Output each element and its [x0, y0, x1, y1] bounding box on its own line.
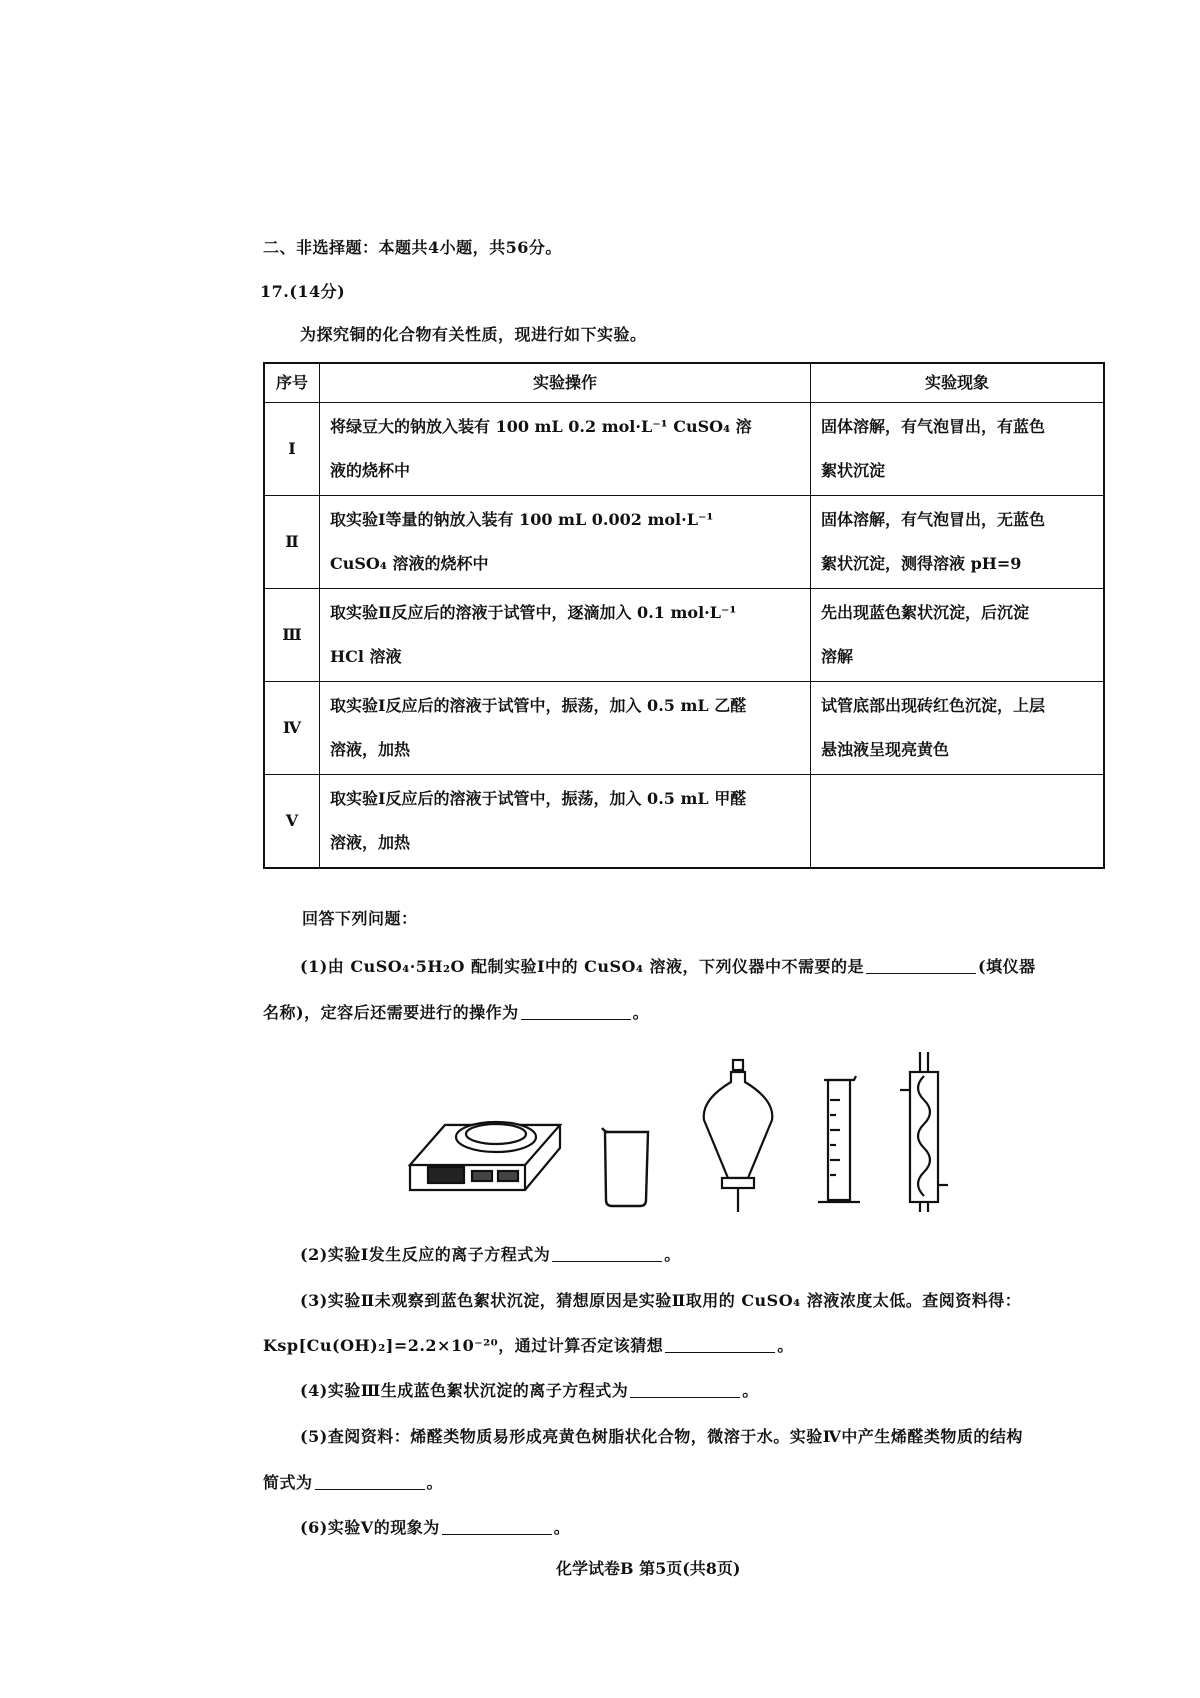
row-observation [811, 775, 1105, 869]
answer-blank[interactable] [866, 957, 976, 974]
subquestion-3b: Ksp[Cu(OH)₂]=2.2×10⁻²⁰，通过计算否定该猜想 。 [263, 1336, 794, 1355]
page-footer: 化学试卷B 第5页(共8页) [556, 1559, 741, 1578]
subquestion-4: (4)实验Ⅲ生成蓝色絮状沉淀的离子方程式为 。 [300, 1381, 759, 1400]
graduated-cylinder-icon [818, 1076, 860, 1202]
table-row [264, 682, 1104, 775]
beaker-icon [602, 1128, 648, 1206]
row-observation: 固体溶解，有气泡冒出，有蓝色 絮状沉淀 [811, 403, 1105, 496]
condenser-icon [900, 1052, 948, 1212]
subquestion-5a: (5)查阅资料：烯醛类物质易形成亮黄色树脂状化合物，微溶于水。实验Ⅳ中产生烯醛类物质的结构 [300, 1427, 1023, 1446]
table-header-row [264, 363, 1104, 403]
row-operation: 取实验Ⅰ等量的钠放入装有 100 mL 0.002 mol·L⁻¹ CuSO₄ 溶液的烧杯中 [320, 496, 811, 589]
row-seq: Ⅱ [264, 496, 320, 589]
answer-blank[interactable] [442, 1518, 552, 1535]
answer-blank[interactable] [630, 1381, 740, 1398]
subquestion-1b: 名称)，定容后还需要进行的操作为 。 [263, 1003, 650, 1022]
header-operation: 实验操作 [320, 363, 811, 403]
subquestion-1a: (1)由 CuSO₄·5H₂O 配制实验Ⅰ中的 CuSO₄ 溶液，下列仪器中不需要的是 (填仪器 [300, 957, 1036, 976]
row-seq: Ⅲ [264, 589, 320, 682]
instruments-figure [400, 1040, 1000, 1220]
section-heading: 二、非选择题：本题共4小题，共56分。 [263, 238, 562, 257]
balance-icon [410, 1122, 560, 1190]
row-seq: Ⅰ [264, 403, 320, 496]
separatory-funnel-icon [704, 1060, 773, 1212]
row-observation: 试管底部出现砖红色沉淀，上层 悬浊液呈现亮黄色 [811, 682, 1105, 775]
experiment-table [263, 362, 1105, 869]
subquestion-3a: (3)实验Ⅱ未观察到蓝色絮状沉淀，猜想原因是实验Ⅱ取用的 CuSO₄ 溶液浓度太低。查阅资料得： [300, 1291, 1022, 1310]
row-seq: Ⅴ [264, 775, 320, 869]
table-row [264, 589, 1104, 682]
table-row [264, 403, 1104, 496]
question-number: 17.(14分) [260, 282, 346, 301]
header-observation: 实验现象 [811, 363, 1105, 403]
question-intro: 为探究铜的化合物有关性质，现进行如下实验。 [300, 325, 647, 344]
row-seq: Ⅳ [264, 682, 320, 775]
subquestion-6: (6)实验Ⅴ的现象为 。 [300, 1518, 571, 1537]
table-row [264, 496, 1104, 589]
row-observation: 固体溶解，有气泡冒出，无蓝色 絮状沉淀，测得溶液 pH=9 [811, 496, 1105, 589]
answer-blank[interactable] [552, 1245, 662, 1262]
subquestion-5b: 简式为 。 [263, 1473, 444, 1492]
header-seq: 序号 [264, 363, 320, 403]
answer-blank[interactable] [315, 1473, 425, 1490]
row-operation: 将绿豆大的钠放入装有 100 mL 0.2 mol·L⁻¹ CuSO₄ 溶 液的烧杯中 [320, 403, 811, 496]
table-row [264, 775, 1104, 869]
row-operation: 取实验Ⅱ反应后的溶液于试管中，逐滴加入 0.1 mol·L⁻¹ HCl 溶液 [320, 589, 811, 682]
answer-blank[interactable] [521, 1003, 631, 1020]
subquestion-2: (2)实验Ⅰ发生反应的离子方程式为 。 [300, 1245, 681, 1264]
row-operation: 取实验Ⅰ反应后的溶液于试管中，振荡，加入 0.5 mL 甲醛 溶液，加热 [320, 775, 811, 869]
answer-blank[interactable] [665, 1336, 775, 1353]
answer-prompt: 回答下列问题： [302, 909, 418, 928]
row-operation: 取实验Ⅰ反应后的溶液于试管中，振荡，加入 0.5 mL 乙醛 溶液，加热 [320, 682, 811, 775]
row-observation: 先出现蓝色絮状沉淀，后沉淀 溶解 [811, 589, 1105, 682]
